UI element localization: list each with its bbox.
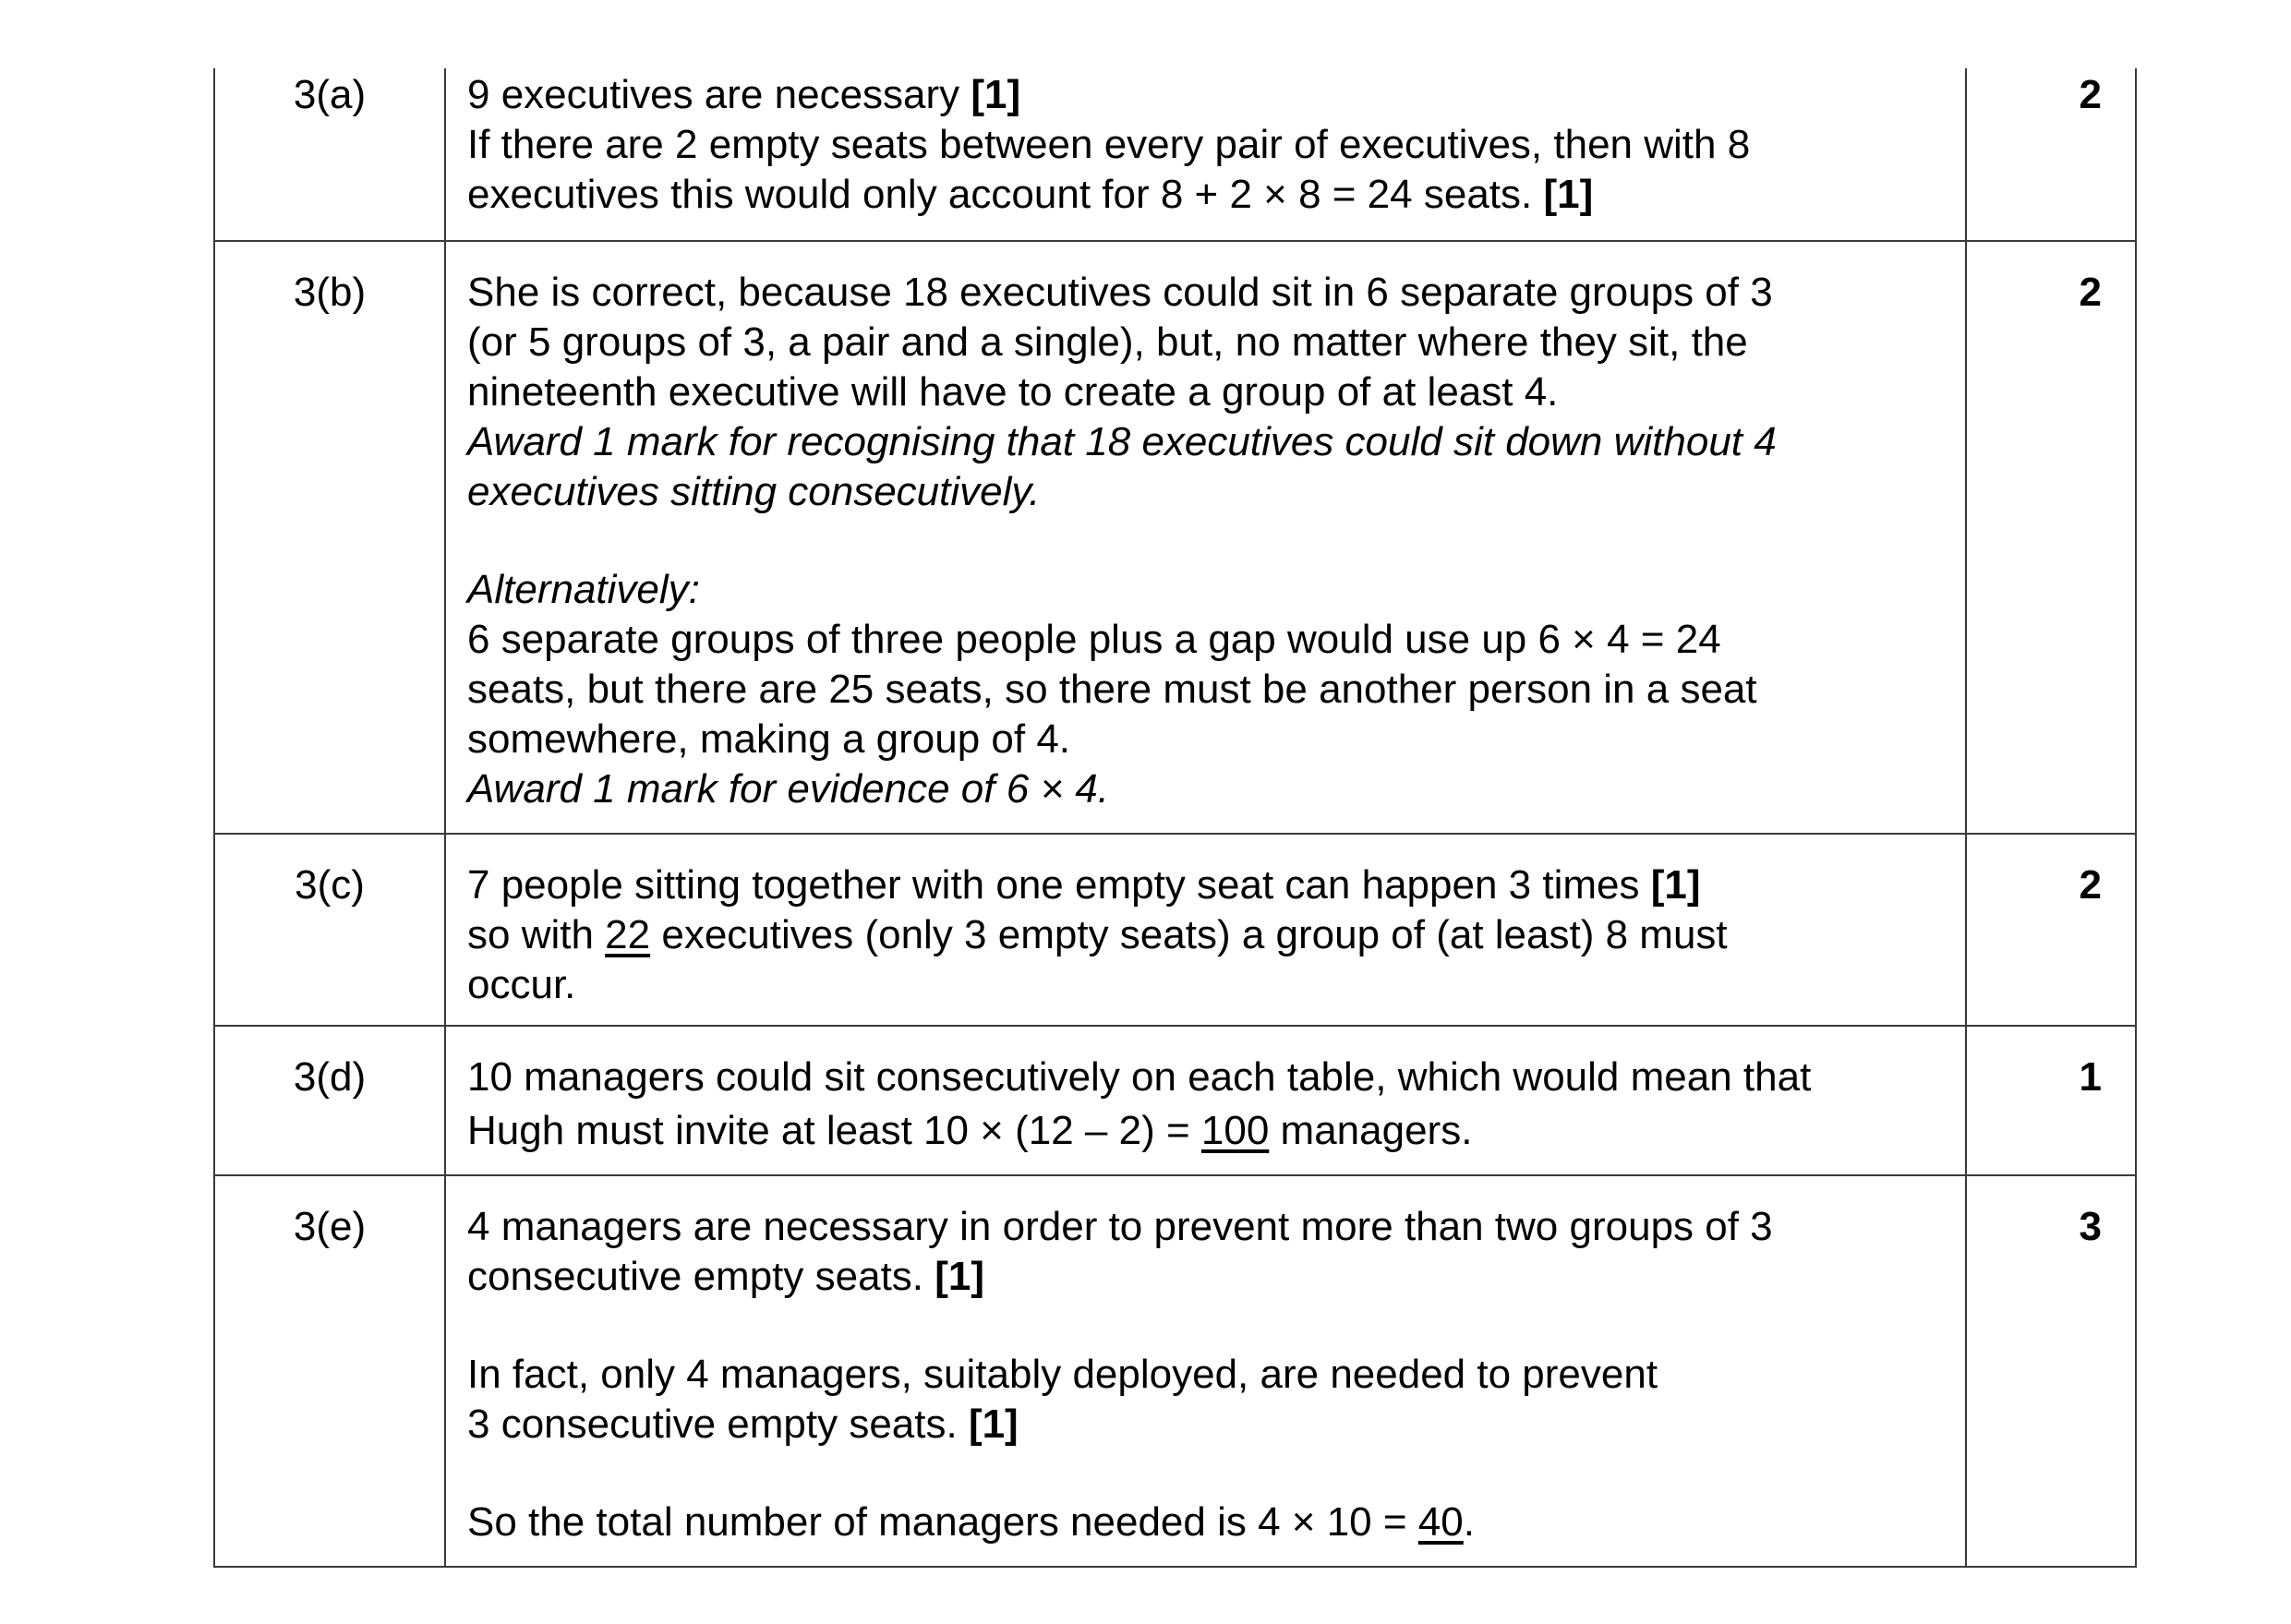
answer-line: So the total number of managers needed is 4 × 10 = 40.: [467, 1499, 1475, 1545]
question-number: 3(e): [293, 1204, 367, 1249]
answer-line: so with 22 executives (only 3 empty seats) a group of (at least) 8 must: [467, 912, 1728, 957]
question-number: 3(d): [293, 1054, 367, 1100]
marking-guidance: Award 1 mark for recognising that 18 executives could sit down without 4: [467, 419, 1777, 464]
question-number: 3(b): [293, 270, 367, 315]
marks-cell: [1966, 834, 2136, 1026]
answer-line: occur.: [467, 962, 576, 1007]
answer-cell: [445, 1026, 1966, 1175]
table-row: [214, 241, 2136, 834]
answer-cell: [445, 834, 1966, 1026]
question-number: 3(c): [295, 862, 365, 908]
answer-line: executives this would only account for 8 + 2 × 8 = 24 seats. [1]: [467, 172, 1594, 217]
answer-line: consecutive empty seats. [1]: [467, 1254, 985, 1299]
answer-line: 6 separate groups of three people plus a gap would use up 6 × 4 = 24: [467, 617, 1721, 662]
question-cell: [214, 68, 445, 241]
answer-line: In fact, only 4 managers, suitably deployed, are needed to prevent: [467, 1352, 1658, 1397]
answer-line: 3 consecutive empty seats. [1]: [467, 1401, 1019, 1447]
table-row: [214, 834, 2136, 1026]
answer-line: 7 people sitting together with one empty seat can happen 3 times [1]: [467, 862, 1701, 908]
marking-guidance: Award 1 mark for evidence of 6 × 4.: [467, 766, 1109, 812]
answer-line: 10 managers could sit consecutively on each table, which would mean that: [467, 1054, 1812, 1100]
underlined-answer: 22: [605, 912, 651, 957]
question-cell: [214, 241, 445, 834]
marks-value: 2: [2079, 72, 2102, 117]
table-row: [214, 1175, 2136, 1567]
mark-scheme-table: [213, 68, 2137, 1568]
answer-line: 4 managers are necessary in order to prevent more than two groups of 3: [467, 1204, 1773, 1249]
mark-tag: [1]: [934, 1254, 985, 1299]
question-cell: [214, 1026, 445, 1175]
answer-line: If there are 2 empty seats between every pair of executives, then with 8: [467, 122, 1751, 167]
marking-guidance: executives sitting consecutively.: [467, 469, 1041, 514]
table-row: [214, 1026, 2136, 1175]
alternative-heading: Alternatively:: [467, 567, 700, 612]
marks-value: 2: [2079, 862, 2102, 908]
underlined-answer: 100: [1200, 1108, 1270, 1153]
answer-line: seats, but there are 25 seats, so there must be another person in a seat: [467, 667, 1757, 712]
answer-line: nineteenth executive will have to create a group of at least 4.: [467, 369, 1559, 415]
question-number: 3(a): [293, 72, 367, 117]
underlined-answer: 40: [1417, 1499, 1464, 1545]
table-row: [214, 68, 2136, 241]
answer-line: She is correct, because 18 executives could sit in 6 separate groups of 3: [467, 270, 1773, 315]
mark-tag: [1]: [971, 72, 1021, 117]
mark-tag: [1]: [1543, 172, 1594, 217]
marks-cell: [1966, 241, 2136, 834]
marks-cell: [1966, 1026, 2136, 1175]
mark-tag: [1]: [968, 1401, 1019, 1447]
marks-cell: [1966, 1175, 2136, 1567]
answer-cell: [445, 1175, 1966, 1567]
answer-line: Hugh must invite at least 10 × (12 – 2) = 100 managers.: [467, 1108, 1473, 1153]
answer-line: (or 5 groups of 3, a pair and a single), but, no matter where they sit, the: [467, 319, 1748, 365]
marks-value: 1: [2079, 1054, 2102, 1100]
marks-cell: [1966, 68, 2136, 241]
marks-value: 3: [2079, 1204, 2102, 1249]
answer-cell: [445, 68, 1966, 241]
question-cell: [214, 1175, 445, 1567]
answer-line: somewhere, making a group of 4.: [467, 716, 1071, 762]
answer-line: 9 executives are necessary [1]: [467, 72, 1021, 117]
question-cell: [214, 834, 445, 1026]
marks-value: 2: [2079, 270, 2102, 315]
answer-cell: [445, 241, 1966, 834]
mark-tag: [1]: [1650, 862, 1701, 908]
